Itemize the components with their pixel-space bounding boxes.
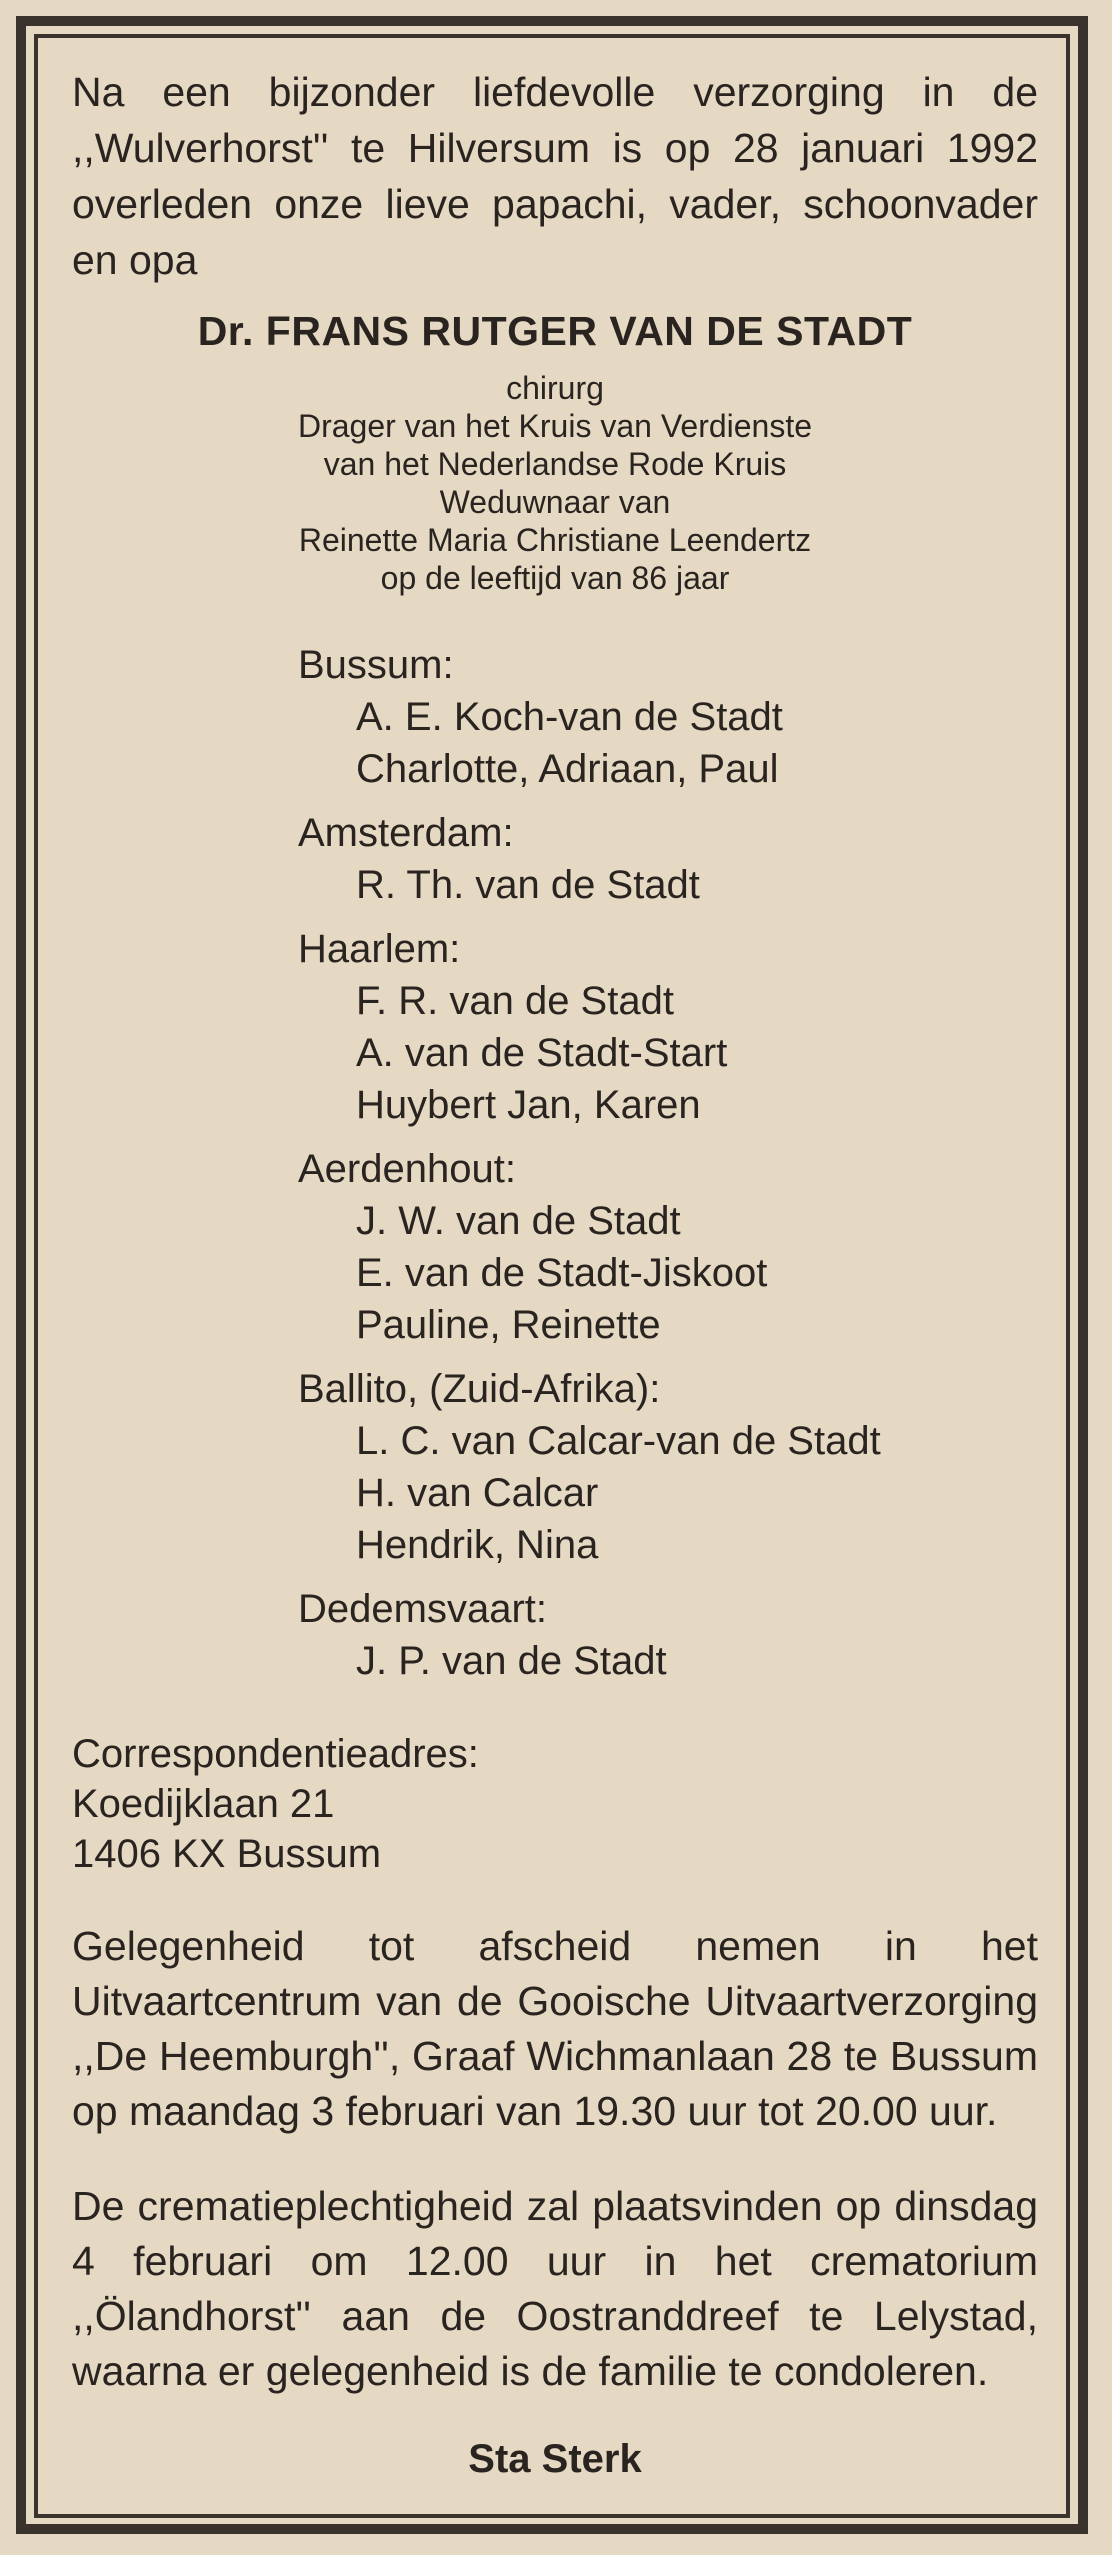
family-member: F. R. van de Stadt — [356, 979, 674, 1023]
title-line: Reinette Maria Christiane Leendertz — [298, 522, 812, 558]
family-place: Aerdenhout: — [298, 1147, 516, 1191]
correspondence-address — [72, 1729, 1038, 1879]
family-group — [298, 639, 1038, 795]
family-place: Dedemsvaart: — [298, 1587, 547, 1631]
address-city: 1406 KX Bussum — [72, 1832, 382, 1876]
family-group — [298, 1143, 1038, 1351]
family-member: Huybert Jan, Karen — [356, 1083, 701, 1127]
family-place: Ballito, (Zuid-Afrika): — [298, 1367, 661, 1411]
family-member: J. P. van de Stadt — [356, 1639, 667, 1683]
family-list — [72, 639, 1038, 1687]
family-place: Amsterdam: — [298, 811, 514, 855]
family-member: A. E. Koch-van de Stadt — [356, 695, 783, 739]
intro-text: Na een bijzonder liefdevolle verzorging in de ,,Wulverhorst'' te Hilversum is op 28 januari 1992 overleden onze lieve papachi, vader, schoonvader en opa — [72, 69, 1038, 283]
title-line: op de leeftijd van 86 jaar — [380, 560, 730, 596]
family-member: Pauline, Reinette — [356, 1303, 661, 1347]
deceased-titles — [72, 369, 1038, 597]
family-group — [298, 923, 1038, 1131]
deceased-name: Dr. FRANS RUTGER VAN DE STADT — [197, 308, 913, 354]
family-member: L. C. van Calcar-van de Stadt — [356, 1419, 881, 1463]
cremation-text: De crematieplechtigheid zal plaatsvinden op dinsdag 4 februari om 12.00 uur in het crematorium ,,Ölandhorst'' aan de Oostranddreef te Lelystad, waarna er gelegenheid is de familie te condoleren. — [72, 2183, 1038, 2394]
family-member: A. van de Stadt-Start — [356, 1031, 728, 1075]
family-member: E. van de Stadt-Jiskoot — [356, 1251, 768, 1295]
address-street: Koedijklaan 21 — [72, 1782, 335, 1826]
title-line: chirurg — [506, 370, 604, 406]
title-line: Weduwnaar van — [439, 484, 671, 520]
family-place: Haarlem: — [298, 927, 461, 971]
signoff: Sta Sterk — [468, 2437, 642, 2481]
family-member: Hendrik, Nina — [356, 1523, 599, 1567]
family-group — [298, 807, 1038, 911]
title-line: Drager van het Kruis van Verdienste — [297, 408, 813, 444]
family-member: H. van Calcar — [356, 1471, 599, 1515]
family-member: Charlotte, Adriaan, Paul — [356, 747, 779, 791]
farewell-text: Gelegenheid tot afscheid nemen in het Uitvaartcentrum van de Gooische Uitvaartverzorging ,,De Heemburgh'', Graaf Wichmanlaan 28 te Bussum op maandag 3 februari van 19.30 uur tot 20.00 uur. — [72, 1923, 1038, 2134]
family-group — [298, 1583, 1038, 1687]
family-member: J. W. van de Stadt — [356, 1199, 681, 1243]
obituary-notice — [72, 64, 1038, 2482]
address-label: Correspondentieadres: — [72, 1732, 479, 1776]
family-place: Bussum: — [298, 643, 454, 687]
family-group — [298, 1363, 1038, 1571]
title-line: van het Nederlandse Rode Kruis — [323, 446, 787, 482]
family-member: R. Th. van de Stadt — [356, 863, 700, 907]
